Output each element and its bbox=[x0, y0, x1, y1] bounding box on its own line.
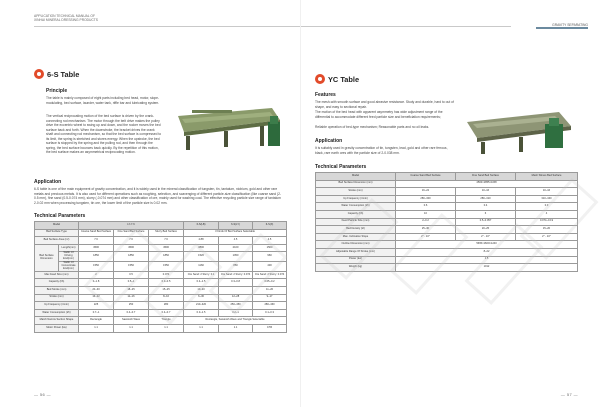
features-paragraph-3: Reliable operation of bed-type mechanism; Reasonable parts and no oil leaks. bbox=[315, 125, 430, 129]
table-row: Match Narrow Section Shape Rectangle Sawtooth Wave Triangle Rectangle, Sawtooth Wave and Triangle Selectable bbox=[35, 317, 287, 325]
table-row: Bed Density (t/t) 25~30 20~25 15~20 bbox=[316, 226, 578, 234]
application-paragraph: It is suitably used in gravity concentration of tin, tungsten, lead, gold and other rare ferrous, black, rare earth ores with the particle size of 2-0.038 mm. bbox=[315, 146, 448, 155]
header-rule bbox=[34, 26, 300, 27]
table-row: Stroke (mm) 16~22 11~16 8~16 6~30 12~28 9~17 bbox=[35, 294, 287, 302]
section-bullet-icon bbox=[34, 69, 44, 79]
table-header-row: Model LY-7.6 6-S(LB) 6-S(LY) 6-S(X) bbox=[35, 222, 287, 230]
principle-paragraph-1: The table is mainly composed of eight parts including bed head, motor, slope-modulating, bed surface, launder, water tank, riffle bar and lubricating system. bbox=[46, 96, 160, 105]
table-row: Up Frequency (r/min) 280~300 280~310 310~340 bbox=[316, 195, 578, 203]
principle-paragraph-2: The vertical reciprocating motion of the bed surface is driven by the crank-connecting rod mechanism. The motor through the belt drive makes the pulley drive the eccentric wheel to swing up and down, and the rocker moves the bed surface back and forth. When the downstroke, the bracket drives the crank shaft and connecting rod mechanism, so that the bed surface is compressed to its limit, the spring is stretched and stores energy. When the upstroke, the bed surface is stopped by the spring and the pulling rod, and then through the spring, the bed surface bounces back quickly. By the repetition of this motion, the bed surface makes an asymmetrical reciprocating motion. bbox=[46, 114, 162, 154]
table-header-row: Model Coarse Sand Bed Surface Fine Sand Bed Surface Mesh Slimes Bed Surface bbox=[316, 173, 578, 181]
table-row: Bed Surface Area (m²) 7.6 7.6 7.6 4.88 4.5 4.5 bbox=[35, 237, 287, 245]
yc-table-illustration bbox=[463, 100, 575, 158]
table-row: Capacity (t/h) 0~1.8 0.5~1 0.3~0.5 0.4~1.5 0.3~0.8 0.05~0.2 bbox=[35, 279, 287, 287]
table-row: Bed Surface Dimension (mm) 4500×1855×1158 bbox=[316, 180, 578, 188]
table-row: Max. Inclination Slope 2° - 10° 2° - 10° 2° - 10° bbox=[316, 233, 578, 241]
table-row: Feed Particle Size (mm) 2~0.2 0.5~0.057 0.074~0.19 bbox=[316, 218, 578, 226]
technical-parameters-heading: Technical Parameters bbox=[315, 164, 367, 170]
table-row: Adjustable Range Of Stroke (mm) 8~22 bbox=[316, 248, 578, 256]
table-row: Power (kw) 1.5 bbox=[316, 256, 578, 264]
table-row: Outline Dimension (mm) 5665×1820×1240 bbox=[316, 241, 578, 249]
table-row: Bed Surface Dimension Length(mm) 4500 4500 4500 3800 2100 1500 bbox=[35, 244, 287, 252]
page-number: — 56 — bbox=[34, 392, 52, 397]
table-row: Width Of Concentrate End(mm) 1550 1550 1550 1160 850 430 bbox=[35, 262, 287, 272]
section-label: GRAVITY SEPARATING bbox=[552, 23, 588, 27]
manual-title: APPLICATION TECHNICAL MANUAL OF XINHAI MINERAL DRESSING PRODUCTS bbox=[34, 14, 98, 23]
6s-table-photo bbox=[172, 86, 284, 156]
table-row: Capacity (t/h) 10 6 4 bbox=[316, 210, 578, 218]
application-paragraph: 6-S table is one of the main equipment of gravity concentration, and it is widely used in the mineral classification of tungsten, tin, tantalum, niobium, gold and other rare metals and precious metals. It is also used for different operations such as roughing, selection, and scavenging of different particle-size classification (like coarse sand (2-0.5 mm), fine sand (0.5-0.074 mm), slurry (-0.074 mm) and other classification of ore, mainly used for washing coal. The effective recycling particle size range of tantalum 2-0.02 mm when processing tungsten, tin ore, the lower limit of the particle size is 0.02 mm. bbox=[34, 187, 282, 205]
features-paragraph-1: The mesh-with smooth surface and good abrasive resistance. Study and durable, hard to out of shape, and easy to sectional repair. bbox=[315, 100, 454, 109]
features-paragraph-2: The motion of the bed head with apparent asymmetry has wide adjustment range of the differential to accommodate different feed particle size and beneficiation requirements; bbox=[315, 110, 443, 119]
table-row: Max Feed Size (mm) 2 0.5 0.074 Ore Sand: 2 Slurry: 0.1 Ore Sand: 2 Slurry: 0.074 Ore Sand: 2 Slurry: 0.074 bbox=[35, 271, 287, 279]
header-accent-bar bbox=[536, 27, 588, 29]
section-title: YC Table bbox=[328, 75, 360, 84]
page-number: — 57 — bbox=[560, 392, 578, 397]
table-row: Water Consumption (t/h) 0.7~1 0.4~0.7 0.4~0.7 0.3~1.5 0.2~1 0.1~0.3 bbox=[35, 309, 287, 317]
right-page bbox=[300, 0, 600, 407]
application-heading: Application bbox=[315, 138, 343, 144]
features-heading: Features bbox=[315, 92, 336, 98]
table-row: Weight (kg) 1012 bbox=[316, 264, 578, 272]
shaking-table-illustration bbox=[172, 86, 284, 156]
yc-spec-table bbox=[315, 172, 578, 272]
section-title: 6-S Table bbox=[47, 70, 80, 79]
application-heading: Application bbox=[34, 179, 62, 185]
technical-parameters-heading: Technical Parameters bbox=[34, 213, 86, 219]
principle-heading: Principle bbox=[46, 88, 68, 94]
table-row: Motor Power (kw) 1.1 1.1 1.1 1.1 1.1 0.55 bbox=[35, 324, 287, 332]
6s-spec-table bbox=[34, 221, 287, 333]
header-rule bbox=[301, 26, 511, 27]
table-row: Up Frequency (r/min) 225 250 280 210~320 250~450 280~460 bbox=[35, 302, 287, 310]
table-row: Width Of Driving End(mm) 1850 1850 1850 1520 1050 960 bbox=[35, 252, 287, 262]
table-row: Bed Surface Type Coarse Sand Bed Surface Fine Sand Bed Surface Slurry Bed Surface 3 Kinds Of Bed Surface Selectable bbox=[35, 229, 287, 237]
table-row: Bed Stroke (mm) 20~30 18~25 15~25 10~30 11~20 bbox=[35, 287, 287, 295]
yc-table-photo bbox=[463, 100, 575, 158]
section-bullet-icon bbox=[315, 74, 325, 84]
table-row: Water Consumption (t/h) 0.6 0.4 0.3 bbox=[316, 203, 578, 211]
table-row: Stroke (mm) 16~22 10~16 10~16 bbox=[316, 188, 578, 196]
